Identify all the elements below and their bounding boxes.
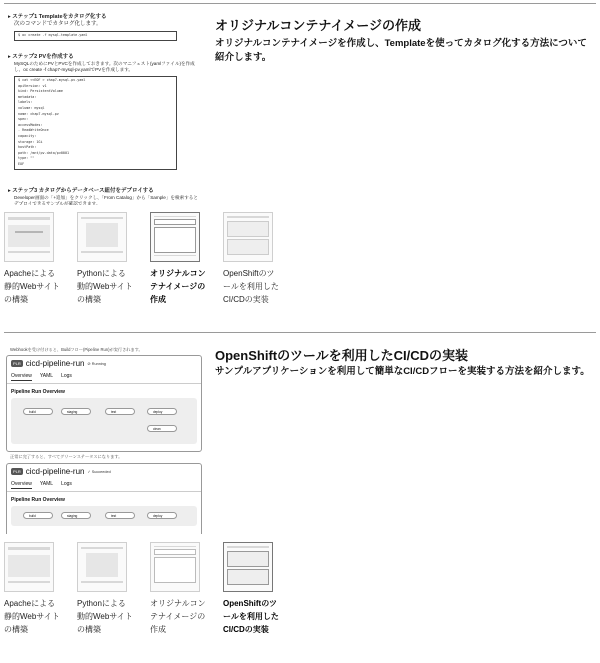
pipeline-node[interactable]: build	[23, 408, 53, 415]
tab-yaml[interactable]: YAML	[39, 373, 54, 379]
thumbnail-image	[223, 212, 273, 262]
pipeline-tabs	[7, 479, 201, 492]
tab-yaml[interactable]: YAML	[39, 481, 54, 487]
preview-pipeline[interactable]	[4, 346, 204, 534]
step2-code: $ cat <<EOF > chap7-mysql-pv.yaml apiVersion: v1 kind: PersistentVolume metadata: labels: volume: mysql name: chap7-mysql-pv spec: accessModes: - ReadWriteOnce capacity: storage: 1Gi hostPath: path: /mnt/pv-data/pv0001 type: "" EOF	[14, 76, 177, 170]
pipeline-overview-label: Pipeline Run Overview	[11, 497, 65, 503]
pipeline-node[interactable]: deploy	[147, 408, 177, 415]
thumbnail-image	[223, 542, 273, 592]
tab-logs[interactable]: Logs	[61, 481, 72, 487]
thumbnail-python[interactable]	[77, 212, 133, 306]
pipeline-node[interactable]: clean	[147, 425, 177, 432]
pipeline-name: cicd-pipeline-run	[25, 467, 85, 476]
step3-title: ▸ ステップ3 カタログからデータベース紐付をデプロイする	[8, 188, 154, 194]
thumbnail-image	[77, 212, 127, 262]
pipeline-run-window	[6, 463, 202, 534]
section-title[interactable]: OpenShiftのツールを利用したCI/CDの実装	[215, 348, 468, 363]
thumbnail-image	[4, 542, 54, 592]
pipeline-overview-label: Pipeline Run Overview	[11, 389, 65, 395]
pipeline-node[interactable]: build	[23, 512, 53, 519]
pipeline-node[interactable]: staging	[61, 512, 91, 519]
pipeline-graph	[11, 398, 197, 444]
thumbnail-image	[150, 542, 200, 592]
pipeline-name: cicd-pipeline-run	[25, 359, 85, 368]
thumbnail-image	[150, 212, 200, 262]
tab-logs[interactable]: Logs	[61, 373, 72, 379]
step1-title: ▸ ステップ1 Templateをカタログ化する	[8, 14, 107, 20]
thumbnail-cicd[interactable]	[223, 542, 279, 636]
thumbnail-caption: オリジナルコンテナイメージの作成	[150, 599, 206, 634]
pipeline-tabs	[7, 371, 201, 384]
thumbnail-apache[interactable]	[4, 212, 60, 306]
thumbnail-caption: Pythonによる動的Webサイトの構築	[77, 599, 133, 634]
pipeline-node[interactable]: staging	[61, 408, 91, 415]
thumbnail-nav	[4, 212, 304, 312]
step2-text: MySQLのためにPVとPVCを作成しておきます。次のマニフェスト(yamlファイル)を作成し、oc create -f chap7-mysql-pv.yamlでPVを作成します。	[14, 61, 195, 72]
thumbnail-image	[4, 212, 54, 262]
pipeline-badge: PLR	[13, 361, 21, 366]
thumbnail-nav	[4, 542, 304, 642]
pipeline-node[interactable]: deploy	[147, 512, 177, 519]
pipeline-status: ✓ Succeeded	[87, 470, 111, 474]
pipeline-badge: PLR	[13, 469, 21, 474]
step1-code: $ oc create -f mysql-template.yaml	[14, 31, 177, 41]
thumbnail-caption: Pythonによる動的Webサイトの構築	[77, 269, 133, 304]
pipeline-status: ⊘ Running	[87, 362, 106, 366]
thumbnail-apache[interactable]	[4, 542, 60, 636]
step3-text: Developer画面の「+追加」をクリックし、「From Catalog」から「Sample」を検索するとデプロイできるサンプルが確認できます。	[14, 195, 198, 205]
thumbnail-cicd[interactable]	[223, 212, 279, 306]
thumbnail-python[interactable]	[77, 542, 133, 636]
thumbnail-caption: Apacheによる静的Webサイトの構築	[4, 269, 60, 304]
tab-overview[interactable]: Overview	[11, 373, 32, 379]
pipeline-node[interactable]: test	[105, 408, 135, 415]
section-divider	[4, 332, 596, 333]
pipeline-node[interactable]: test	[105, 512, 135, 519]
thumbnail-caption: Apacheによる静的Webサイトの構築	[4, 599, 60, 634]
section-cicd	[0, 334, 600, 663]
section-container-image	[0, 0, 600, 330]
step2-title: ▸ ステップ2 PVを作成する	[8, 54, 74, 60]
thumbnail-caption: オリジナルコンテナイメージの作成	[150, 269, 206, 304]
step1-text: 次のコマンドでカタログ化します。	[14, 21, 102, 27]
section-title[interactable]: オリジナルコンテナイメージの作成	[215, 18, 422, 33]
section-description: サンプルアプリケーションを利用して簡単なCI/CDフローを実装する方法を紹介します。	[215, 366, 590, 377]
thumbnail-container-image[interactable]	[150, 542, 206, 636]
pipeline-note-top: Webhookを受け付けると、Buildフロー(Pipeline Run)が実行されます。	[10, 347, 143, 352]
tab-overview[interactable]: Overview	[11, 481, 32, 487]
pipeline-run-window	[6, 355, 202, 452]
thumbnail-caption: OpenShiftのツールを利用したCI/CDの実装	[223, 269, 279, 304]
thumbnail-image	[77, 542, 127, 592]
pipeline-note-mid: 正常に完了すると、すべてグリーンステータスになります。	[10, 454, 123, 459]
section-description: オリジナルコンテナイメージを作成し、Templateを使ってカタログ化する方法について紹介します。	[215, 38, 587, 63]
pipeline-graph	[11, 506, 197, 526]
thumbnail-container-image[interactable]	[150, 212, 206, 306]
thumbnail-caption: OpenShiftのツールを利用したCI/CDの実装	[223, 599, 279, 634]
preview-steps-document[interactable]	[4, 10, 204, 205]
